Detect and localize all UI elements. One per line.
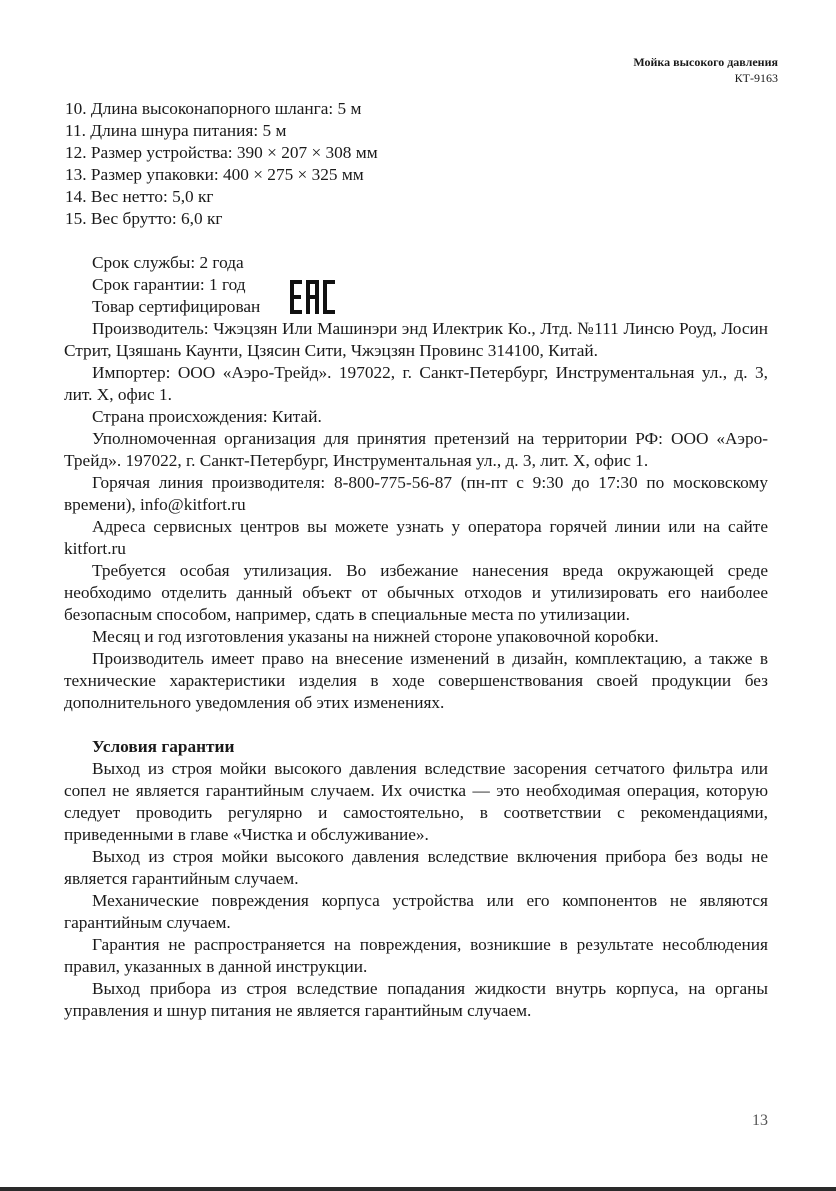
- service-life: Срок службы: 2 года: [92, 253, 244, 272]
- changes-info: Производитель имеет право на внесение изменений в дизайн, комплектацию, а также в технические характеристики изделия в ходе совершенствования своей продукции без дополнительного уведомления об этих изменениях.: [64, 649, 768, 712]
- warranty-paragraph: Гарантия не распространяется на повреждения, возникшие в результате несоблюдения правил, указанных в данной инструкции.: [64, 935, 768, 976]
- running-header: [633, 54, 778, 86]
- header-title: Мойка высокого давления: [633, 55, 778, 69]
- warranty-paragraph: Выход из строя мойки высокого давления вследствие засорения сетчатого фильтра или сопел не является гарантийным случаем. Их очистка — это необходимая операция, которую следует проводить регулярно и самостоятельно, в соответствии с рекомендациями, приведенными в главе «Чистка и обслуживание».: [64, 759, 768, 844]
- manufacturer-info: Производитель: Чжэцзян Или Машинэри энд Илектрик Ко., Лтд. №111 Линсю Роуд, Лосин Стрит, Цзяшань Каунти, Цзясин Сити, Чжэцзян Провинс 314100, Китай.: [64, 319, 768, 360]
- warranty-title: Условия гарантии: [92, 737, 235, 756]
- hotline-info: Горячая линия производителя: 8-800-775-56-87 (пн-пт с 9:30 до 17:30 по московскому времени), info@kitfort.ru: [64, 473, 768, 514]
- warranty-paragraph: Выход прибора из строя вследствие попадания жидкости внутрь корпуса, на органы управления и шнур питания не является гарантийным случаем.: [64, 979, 768, 1020]
- warranty-period: Срок гарантии: 1 год: [92, 275, 246, 294]
- page-content: [64, 98, 768, 1022]
- importer-info: Импортер: ООО «Аэро-Трейд». 197022, г. Санкт-Петербург, Инструментальная ул., д. 3, лит. Х, офис 1.: [64, 363, 768, 404]
- spacer: [64, 714, 768, 736]
- certified-text: Товар сертифицирован: [92, 297, 261, 316]
- authorized-org-info: Уполномоченная организация для принятия претензий на территории РФ: ООО «Аэро-Трейд». 197022, г. Санкт-Петербург, Инструментальная ул., д. 3, лит. Х, офис 1.: [64, 429, 768, 470]
- spec-item: 10. Длина высоконапорного шланга: 5 м: [65, 99, 362, 118]
- spec-item: 13. Размер упаковки: 400 × 275 × 325 мм: [65, 165, 364, 184]
- spec-item: 15. Вес брутто: 6,0 кг: [65, 209, 223, 228]
- spacer: [64, 230, 768, 252]
- spec-item: 12. Размер устройства: 390 × 207 × 308 мм: [65, 143, 378, 162]
- certification-row: [64, 296, 768, 318]
- warranty-paragraph: Механические повреждения корпуса устройства или его компонентов не являются гарантийным случаем.: [64, 891, 768, 932]
- origin-info: Страна происхождения: Китай.: [92, 407, 322, 426]
- page-number: 13: [752, 1112, 768, 1129]
- eac-logo-icon: [289, 278, 337, 316]
- header-model: КТ-9163: [734, 71, 778, 85]
- service-centers-info: Адреса сервисных центров вы можете узнать у оператора горячей линии или на сайте kitfort.ru: [64, 517, 768, 558]
- disposal-info: Требуется особая утилизация. Во избежание нанесения вреда окружающей среде необходимо отделить данный объект от обычных отходов и утилизировать его наиболее безопасным способом, например, сдать в специальные места по утилизации.: [64, 561, 768, 624]
- warranty-paragraph: Выход из строя мойки высокого давления вследствие включения прибора без воды не является гарантийным случаем.: [64, 847, 768, 888]
- manufacture-date-info: Месяц и год изготовления указаны на нижней стороне упаковочной коробки.: [92, 627, 659, 646]
- spec-item: 11. Длина шнура питания: 5 м: [65, 121, 287, 140]
- bottom-rule: [0, 1187, 836, 1191]
- spec-item: 14. Вес нетто: 5,0 кг: [65, 187, 214, 206]
